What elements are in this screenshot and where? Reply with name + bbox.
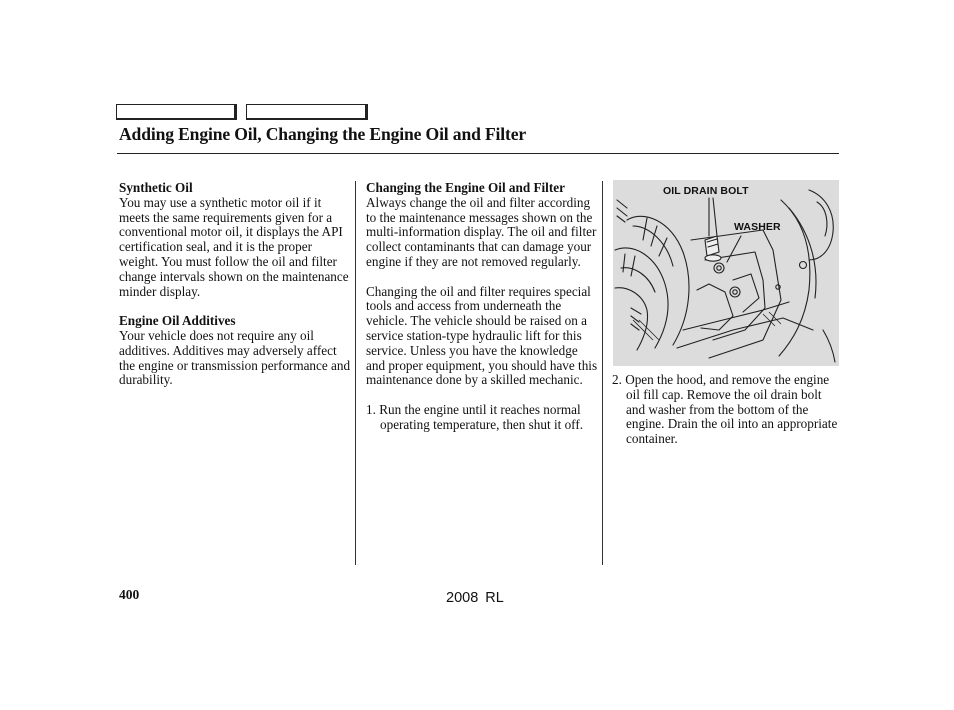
step-2: 2. Open the hood, and remove the engine oil fill cap. Remove the oil drain bolt and washer from the bottom of the engine. Drain the oil into an appropriate container. bbox=[612, 372, 838, 447]
synthetic-oil-text: You may use a synthetic motor oil if it meets the same requirements given for a conventional motor oil, it displays the API certification seal, and it is the proper weight. You must follow the oil and filter change intervals shown on the maintenance minder display. bbox=[119, 194, 349, 299]
step-1: 1. Run the engine until it reaches normal operating temperature, then shut it off. bbox=[366, 401, 584, 432]
changing-oil-text: Always change the oil and filter according to the maintenance messages shown on the multi-information display. The oil and filter collect contaminants that can damage your engine if they are not removed regularly. bbox=[366, 194, 597, 269]
page-title: Adding Engine Oil, Changing the Engine Oil and Filter bbox=[119, 124, 527, 144]
changing-oil-heading: Changing the Engine Oil and Filter bbox=[366, 180, 565, 195]
nav-tab-table-of-contents[interactable] bbox=[246, 104, 368, 120]
column-left bbox=[119, 181, 351, 388]
page-number: 400 bbox=[119, 587, 140, 602]
equipment-text: Changing the oil and filter requires special tools and access from underneath the vehicle. The vehicle should be raised on a service station-type hydraulic lift for this service. Unless you have the knowledge and proper equipment, you should have this maintenance done by a skilled mechanic. bbox=[366, 283, 598, 388]
additives-heading: Engine Oil Additives bbox=[119, 313, 236, 329]
synthetic-oil-heading: Synthetic Oil bbox=[119, 180, 193, 195]
column-right bbox=[612, 373, 840, 447]
engine-underside-drawing bbox=[613, 180, 839, 366]
column-middle bbox=[366, 181, 598, 433]
footer-model: 2008 RL bbox=[446, 590, 504, 606]
nav-tab-main-menu[interactable] bbox=[116, 104, 237, 120]
oil-drain-bolt-illustration bbox=[613, 180, 839, 366]
washer-label: WASHER bbox=[734, 221, 781, 233]
column-divider bbox=[355, 181, 356, 565]
oil-drain-bolt-label: OIL DRAIN BOLT bbox=[663, 185, 749, 197]
column-divider bbox=[602, 181, 603, 565]
additives-text: Your vehicle does not require any oil additives. Additives may adversely affect the engine or transmission performance and durability. bbox=[119, 327, 351, 388]
title-divider bbox=[117, 153, 839, 154]
